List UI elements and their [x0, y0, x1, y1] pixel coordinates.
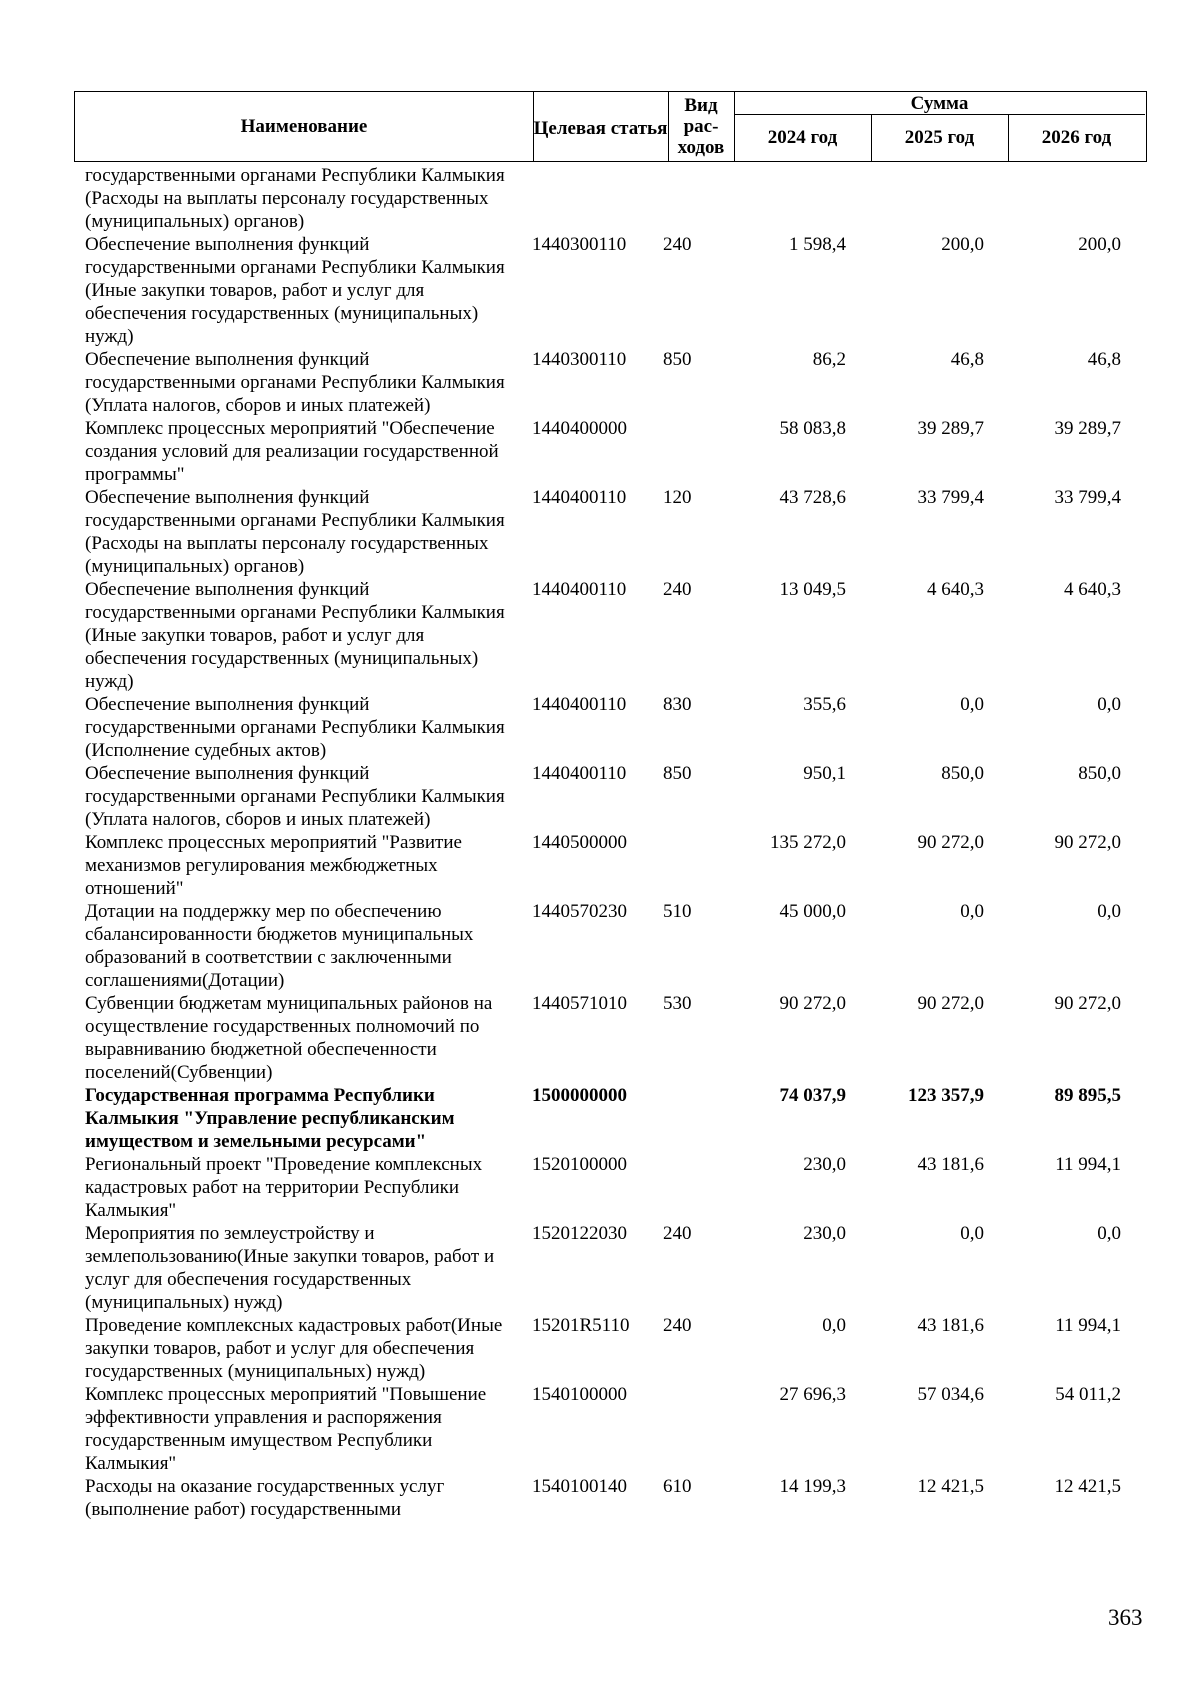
table-row — [74, 900, 1147, 992]
row-2025: 200,0 — [941, 234, 984, 255]
row-code: 15201R5110 — [532, 1315, 630, 1336]
table-row — [74, 578, 1147, 693]
row-name: Комплекс процессных мероприятий "Обеспечение создания условий для реализации государственной программы" — [85, 418, 499, 485]
row-2026: 11 994,1 — [1055, 1315, 1121, 1336]
header-year-2025: 2025 год — [904, 127, 975, 148]
row-2026: 46,8 — [1087, 349, 1121, 370]
row-2025: 43 181,6 — [917, 1154, 984, 1175]
row-name: Обеспечение выполнения функций государственными органами Республики Калмыкия (Исполнение судебных актов) — [85, 694, 505, 761]
row-2026: 0,0 — [1097, 901, 1121, 922]
table-row — [74, 1314, 1147, 1383]
row-code: 1440400110 — [532, 579, 627, 600]
row-2025: 123 357,9 — [908, 1085, 984, 1106]
table-row — [74, 417, 1147, 486]
table-row — [74, 1222, 1147, 1314]
row-code: 1520100000 — [532, 1154, 627, 1175]
row-code — [518, 164, 653, 233]
row-kind — [653, 1153, 718, 1222]
row-2024: 230,0 — [803, 1154, 846, 1175]
row-2024 — [718, 164, 857, 233]
row-code: 1440400110 — [532, 694, 627, 715]
table-row — [74, 1383, 1147, 1475]
row-2026: 12 421,5 — [1054, 1476, 1121, 1497]
row-2024: 950,1 — [803, 763, 846, 784]
row-2025: 39 289,7 — [917, 418, 984, 439]
row-code: 1540100140 — [532, 1476, 627, 1497]
table-row — [74, 348, 1147, 417]
row-kind — [653, 1383, 718, 1475]
row-2025: 90 272,0 — [917, 832, 984, 853]
row-2025: 0,0 — [960, 901, 984, 922]
row-2024: 13 049,5 — [779, 579, 846, 600]
row-2026: 89 895,5 — [1054, 1085, 1121, 1106]
header-kind: Вид рас-ходов — [677, 94, 725, 158]
row-2026: 0,0 — [1097, 694, 1121, 715]
row-kind: 830 — [663, 694, 692, 715]
row-kind — [653, 831, 718, 900]
row-2026: 4 640,3 — [1064, 579, 1121, 600]
row-name: Обеспечение выполнения функций государственными органами Республики Калмыкия (Расходы на выплаты персоналу государственных (муниципальных) органов) — [85, 487, 505, 577]
row-code: 1520122030 — [532, 1223, 627, 1244]
table-body — [74, 164, 1147, 1521]
row-2024: 135 272,0 — [770, 832, 846, 853]
row-2025 — [857, 164, 995, 233]
row-kind: 610 — [663, 1476, 692, 1497]
table-row — [74, 486, 1147, 578]
row-2024: 14 199,3 — [779, 1476, 846, 1497]
row-kind: 120 — [663, 487, 692, 508]
row-kind: 240 — [663, 1315, 692, 1336]
row-kind: 510 — [663, 901, 692, 922]
row-2025: 90 272,0 — [917, 993, 984, 1014]
table-row — [74, 831, 1147, 900]
row-2026: 850,0 — [1078, 763, 1121, 784]
row-name: Обеспечение выполнения функций государственными органами Республики Калмыкия (Уплата налогов, сборов и иных платежей) — [85, 763, 505, 830]
row-2024: 355,6 — [803, 694, 846, 715]
row-code: 1440400110 — [532, 763, 627, 784]
header-sum: Сумма — [910, 93, 969, 114]
row-name: Обеспечение выполнения функций государственными органами Республики Калмыкия (Уплата налогов, сборов и иных платежей) — [85, 349, 505, 416]
table-row — [74, 164, 1147, 233]
row-name: Субвенции бюджетам муниципальных районов на осуществление государственных полномочий по выравниванию бюджетной обеспеченности поселений(Субвенции) — [85, 993, 493, 1083]
row-kind — [653, 164, 718, 233]
row-name: Региональный проект "Проведение комплексных кадастровых работ на территории Республики Калмыкия" — [85, 1154, 483, 1221]
header-year-2026: 2026 год — [1041, 127, 1112, 148]
row-name: Проведение комплексных кадастровых работ(Иные закупки товаров, работ и услуг для обеспечения государственных (муниципальных) нужд) — [85, 1315, 503, 1382]
table-row — [74, 233, 1147, 348]
header-year-2024: 2024 год — [767, 127, 838, 148]
row-kind: 240 — [663, 579, 692, 600]
row-2024: 1 598,4 — [789, 234, 846, 255]
table-row — [74, 693, 1147, 762]
row-kind — [653, 1084, 718, 1153]
table-row — [74, 762, 1147, 831]
row-2026: 0,0 — [1097, 1223, 1121, 1244]
row-2026 — [995, 164, 1132, 233]
table-row — [74, 992, 1147, 1084]
row-2025: 33 799,4 — [917, 487, 984, 508]
row-2026: 200,0 — [1078, 234, 1121, 255]
row-name: Комплекс процессных мероприятий "Повышение эффективности управления и распоряжения государственным имуществом Республики Калмыкия" — [85, 1384, 487, 1474]
row-code: 1440300110 — [532, 234, 627, 255]
row-2026: 54 011,2 — [1055, 1384, 1121, 1405]
row-name: Обеспечение выполнения функций государственными органами Республики Калмыкия (Иные закупки товаров, работ и услуг для обеспечения государственных (муниципальных) нужд) — [85, 234, 505, 347]
row-2024: 90 272,0 — [779, 993, 846, 1014]
row-2024: 43 728,6 — [779, 487, 846, 508]
row-2025: 12 421,5 — [917, 1476, 984, 1497]
row-2026: 90 272,0 — [1054, 832, 1121, 853]
row-code: 1540100000 — [532, 1384, 627, 1405]
row-name: Обеспечение выполнения функций государственными органами Республики Калмыкия (Иные закупки товаров, работ и услуг для обеспечения государственных (муниципальных) нужд) — [85, 579, 505, 692]
row-2024: 0,0 — [822, 1315, 846, 1336]
row-2026: 33 799,4 — [1054, 487, 1121, 508]
row-2026: 90 272,0 — [1054, 993, 1121, 1014]
table-row — [74, 1153, 1147, 1222]
row-code: 1440500000 — [532, 832, 627, 853]
row-name: государственными органами Республики Калмыкия (Расходы на выплаты персоналу государственных (муниципальных) органов) — [85, 165, 505, 232]
table-row-program — [74, 1084, 1147, 1153]
row-name: Государственная программа Республики Калмыкия "Управление республиканским имуществом и земельными ресурсами" — [85, 1085, 455, 1152]
row-name: Мероприятия по землеустройству и землепользованию(Иные закупки товаров, работ и услуг для обеспечения государственных (муниципальных) нужд) — [85, 1223, 495, 1313]
row-code: 1440571010 — [532, 993, 627, 1014]
row-2024: 58 083,8 — [779, 418, 846, 439]
header-code: Целевая статья — [533, 117, 668, 139]
row-2025: 0,0 — [960, 694, 984, 715]
row-2024: 27 696,3 — [779, 1384, 846, 1405]
row-kind: 240 — [663, 1223, 692, 1244]
row-2026: 39 289,7 — [1054, 418, 1121, 439]
row-2024: 86,2 — [812, 349, 846, 370]
header-name: Наименование — [240, 115, 368, 137]
page-number: 363 — [1108, 1605, 1143, 1630]
row-code: 1440400000 — [532, 418, 627, 439]
row-name: Расходы на оказание государственных услуг (выполнение работ) государственными — [85, 1476, 445, 1520]
row-code: 1440570230 — [532, 901, 627, 922]
row-2025: 57 034,6 — [917, 1384, 984, 1405]
row-2025: 43 181,6 — [917, 1315, 984, 1336]
table-row — [74, 1475, 1147, 1521]
row-2024: 230,0 — [803, 1223, 846, 1244]
row-code: 1500000000 — [532, 1085, 627, 1106]
row-2026: 11 994,1 — [1055, 1154, 1121, 1175]
row-name: Дотации на поддержку мер по обеспечению сбалансированности бюджетов муниципальных образований в соответствии с заключенными соглашениями(Дотации) — [85, 901, 474, 991]
row-code: 1440300110 — [532, 349, 627, 370]
row-2025: 850,0 — [941, 763, 984, 784]
row-2024: 45 000,0 — [779, 901, 846, 922]
row-kind — [653, 417, 718, 486]
row-name: Комплекс процессных мероприятий "Развитие механизмов регулирования межбюджетных отношений" — [85, 832, 462, 899]
row-2024: 74 037,9 — [779, 1085, 846, 1106]
row-2025: 0,0 — [960, 1223, 984, 1244]
row-kind: 240 — [663, 234, 692, 255]
row-kind: 850 — [663, 349, 692, 370]
row-code: 1440400110 — [532, 487, 627, 508]
table-header — [74, 91, 1147, 162]
row-2025: 46,8 — [950, 349, 984, 370]
row-kind: 530 — [663, 993, 692, 1014]
row-2025: 4 640,3 — [927, 579, 984, 600]
row-kind: 850 — [663, 763, 692, 784]
